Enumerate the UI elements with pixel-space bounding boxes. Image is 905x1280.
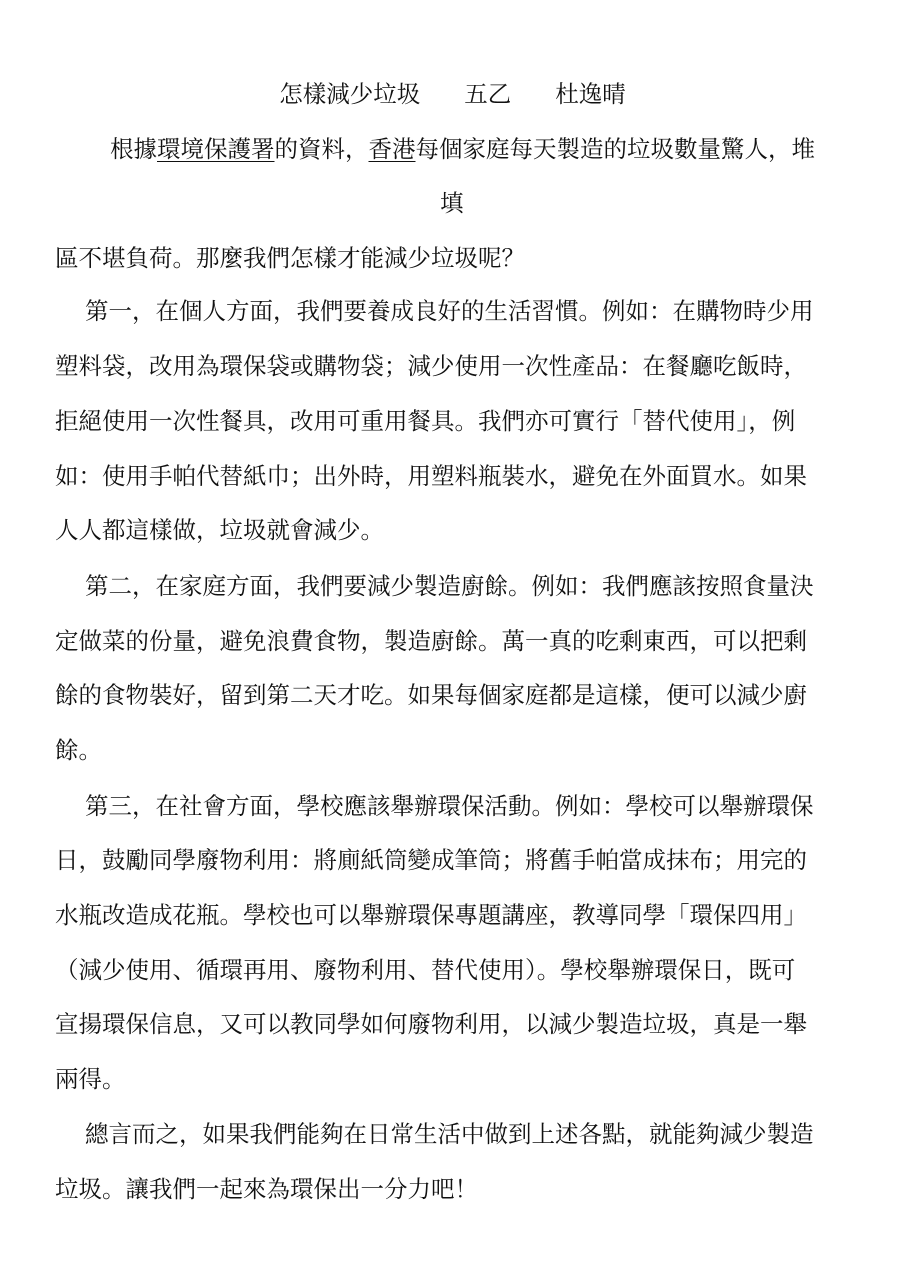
para2-line: 餘。 xyxy=(55,736,102,764)
intro-line-3: 區不堪負荷。那麼我們怎樣才能減少垃圾呢？ xyxy=(55,244,525,272)
intro-line-2: 填 xyxy=(440,189,464,217)
para3-line: 兩得。 xyxy=(55,1065,126,1093)
para1-line: 塑料袋，改用為環保袋或購物袋；減少使用一次性產品：在餐廳吃飯時， xyxy=(55,352,807,380)
para1-line: 人人都這樣做，垃圾就會減少。 xyxy=(55,516,384,544)
intro-rest: 每個家庭每天製造的垃圾數量驚人，堆 xyxy=(415,135,815,163)
para3-line: 水瓶改造成花瓶。學校也可以舉辦環保專題講座，教導同學「環保四用」 xyxy=(55,901,807,929)
intro-line-1 xyxy=(110,133,815,165)
intro-place-name: 香港 xyxy=(368,135,416,163)
intro-mid: 的資料， xyxy=(274,135,369,163)
para2-line: 第二，在家庭方面，我們要減少製造廚餘。例如：我們應該按照食量決 xyxy=(85,572,814,600)
essay-title: 怎樣減少垃圾 xyxy=(279,80,421,108)
para2-line: 餘的食物裝好，留到第二天才吃。如果每個家庭都是這樣，便可以減少廚 xyxy=(55,681,807,709)
student-class: 五乙 xyxy=(464,80,512,108)
essay-title-line xyxy=(0,78,905,110)
student-name: 杜逸晴 xyxy=(555,80,626,108)
para3-line: 宣揚環保信息，又可以教同學如何廢物利用，以減少製造垃圾，真是一舉 xyxy=(55,1010,807,1038)
conclusion-line: 垃圾。讓我們一起來為環保出一分力吧！ xyxy=(55,1175,478,1203)
para3-line: 日，鼓勵同學廢物利用：將廁紙筒變成筆筒；將舊手帕當成抹布；用完的 xyxy=(55,846,807,874)
para3-line: （減少使用、循環再用、廢物利用、替代使用）。學校舉辦環保日，既可 xyxy=(55,956,796,984)
para1-line: 如：使用手帕代替紙巾；出外時，用塑料瓶裝水，避免在外面買水。如果 xyxy=(55,462,807,490)
para2-line: 定做菜的份量，避免浪費食物，製造廚餘。萬一真的吃剩東西，可以把剩 xyxy=(55,627,807,655)
conclusion-line: 總言而之，如果我們能夠在日常生活中做到上述各點，就能夠減少製造 xyxy=(85,1120,814,1148)
para3-line: 第三，在社會方面，學校應該舉辦環保活動。例如：學校可以舉辦環保 xyxy=(85,792,814,820)
intro-org-name: 環境保護署 xyxy=(157,135,275,163)
para1-line: 拒絕使用一次性餐具，改用可重用餐具。我們亦可實行「替代使用」，例 xyxy=(55,407,796,435)
intro-prefix: 根據 xyxy=(110,135,157,163)
para1-line: 第一，在個人方面，我們要養成良好的生活習慣。例如：在購物時少用 xyxy=(85,297,814,325)
